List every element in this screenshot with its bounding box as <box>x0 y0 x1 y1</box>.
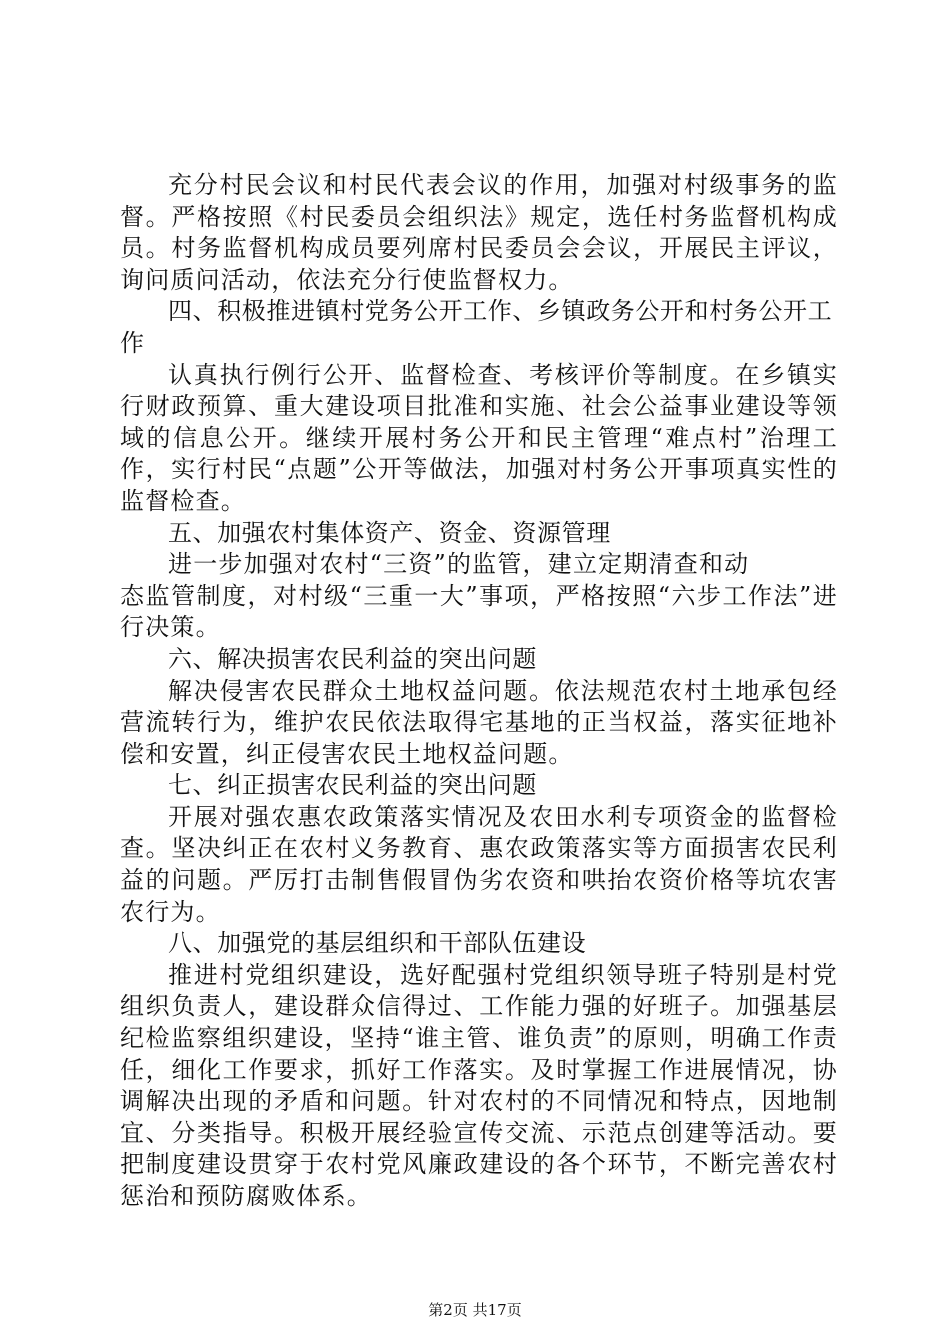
paragraph: 开展对强农惠农政策落实情况及农田水利专项资金的监督检查。坚决纠正在农村义务教育、惠农政策落实等方面损害农民利益的问题。严厉打击制售假冒伪劣农资和哄抬农资价格等坑农害农行为。 <box>120 802 838 926</box>
section-heading: 七、纠正损害农民利益的突出问题 <box>168 771 537 800</box>
section-heading: 六、解决损害农民利益的突出问题 <box>168 644 537 673</box>
paragraph: 进一步加强对农村“三资”的监管，建立定期清查和动 <box>168 550 750 579</box>
paragraph: 推进村党组织建设，选好配强村党组织领导班子特别是村党组织负责人，建设群众信得过、工作能力强的好班子。加强基层纪检监察组织建设，坚持“谁主管、谁负责”的原则，明确工作责任，细化工作要求，抓好工作落实。及时掌握工作进展情况，协调解决出现的矛盾和问题。针对农村的不同情况和特点，因地制宜、分类指导。积极开展经验宣传交流、示范点创建等活动。要把制度建设贯穿于农村党风廉政建设的各个环节，不断完善农村惩治和预防腐败体系。 <box>120 960 838 1210</box>
paragraph: 充分村民会议和村民代表会议的作用，加强对村级事务的监督。严格按照《村民委员会组织法》规定，选任村务监督机构成员。村务监督机构成员要列席村民委员会会议，开展民主评议，询问质问活动，依法充分行使监督权力。 <box>120 171 838 294</box>
page-number-footer: 第2页 共17页 <box>428 1301 522 1319</box>
document-body <box>120 170 838 1213</box>
paragraph: 认真执行例行公开、监督检查、考核评价等制度。在乡镇实行财政预算、重大建设项目批准和实施、社会公益事业建设等领域的信息公开。继续开展村务公开和民主管理“难点村”治理工作，实行村民“点题”公开等做法，加强对村务公开事项真实性的监督检查。 <box>120 360 838 515</box>
section-heading: 五、加强农村集体资产、资金、资源管理 <box>168 518 611 547</box>
paragraph-continuation: 态监管制度，对村级“三重一大”事项，严格按照“六步工作法”进行决策。 <box>120 581 838 642</box>
section-heading: 八、加强党的基层组织和干部队伍建设 <box>168 929 587 958</box>
paragraph: 解决侵害农民群众土地权益问题。依法规范农村土地承包经营流转行为，维护农民依法取得宅基地的正当权益，落实征地补偿和安置，纠正侵害农民土地权益问题。 <box>120 676 838 768</box>
section-heading: 四、积极推进镇村党务公开工作、乡镇政务公开和村务公开工作 <box>120 297 833 357</box>
